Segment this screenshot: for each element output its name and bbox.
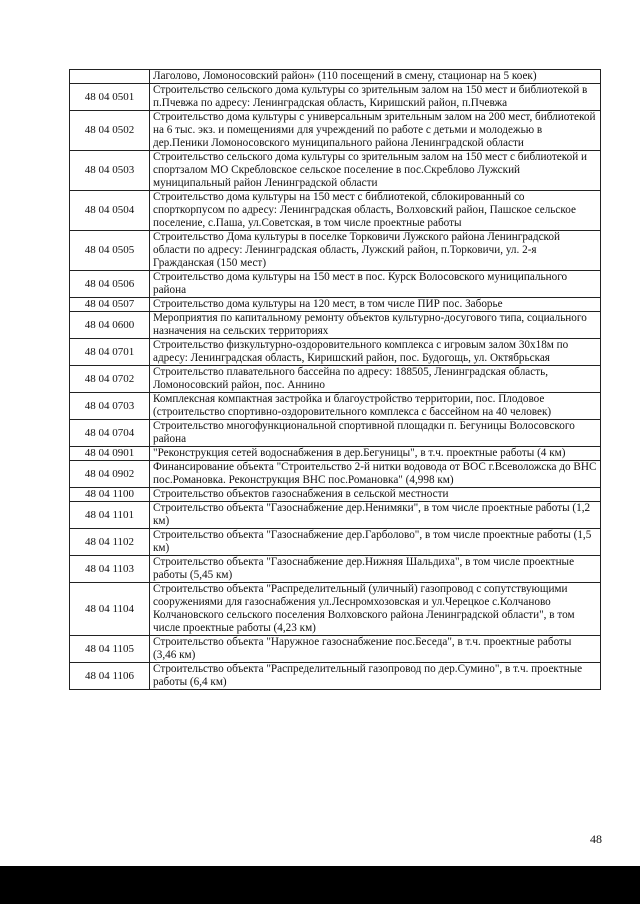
- row-code: 48 04 0704: [70, 420, 150, 447]
- table-row: [70, 461, 601, 488]
- table-row: [70, 151, 601, 191]
- table-row: [70, 663, 601, 690]
- row-code: 48 04 0901: [70, 447, 150, 461]
- row-code: 48 04 1103: [70, 556, 150, 583]
- table-row: [70, 111, 601, 151]
- table-row: [70, 636, 601, 663]
- table-row: [70, 339, 601, 366]
- row-name: Строительство дома культуры на 120 мест, в том числе ПИР пос. Заборье: [150, 298, 601, 312]
- table-row: [70, 84, 601, 111]
- row-name: Строительство дома культуры на 150 мест с библиотекой, сблокированный со спорткорпусом по адресу: Ленинградская область, Волховский район, Пашское сельское поселение, с.Паша, ул.Советская, в том числе проектные работы: [150, 191, 601, 231]
- table-row: [70, 502, 601, 529]
- table-row: [70, 420, 601, 447]
- row-name: Финансирование объекта "Строительство 2-й нитки водовода от ВОС г.Всеволожска до ВНС пос.Романовка. Реконструкция ВНС пос.Романовка" (4,998 км): [150, 461, 601, 488]
- table-row: [70, 312, 601, 339]
- table-row: [70, 393, 601, 420]
- table-row: [70, 298, 601, 312]
- row-name: Строительство объекта "Распределительный (уличный) газопровод с сопутствующими сооружениями для газоснабжения ул.Леснромхозовская и ул.Черецкое с.Колчаново Колчановского сельского поселения Волховского района Ленинградской области", в том числе проектные работы (4,23 км): [150, 583, 601, 636]
- row-name: Строительство объекта "Газоснабжение дер.Ненимяки", в том числе проектные работы (1,2 км): [150, 502, 601, 529]
- row-name: Лаголово, Ломоносовский район» (110 посещений в смену, стационар на 5 коек): [150, 70, 601, 84]
- row-code: 48 04 0502: [70, 111, 150, 151]
- row-code: 48 04 0600: [70, 312, 150, 339]
- budget-codes-table: [69, 69, 601, 690]
- row-code: 48 04 1106: [70, 663, 150, 690]
- row-name: Строительство объекта "Газоснабжение дер.Гарболово", в том числе проектные работы (1,5 км): [150, 529, 601, 556]
- row-code: 48 04 0902: [70, 461, 150, 488]
- row-code: 48 04 0503: [70, 151, 150, 191]
- row-code: 48 04 0701: [70, 339, 150, 366]
- row-name: Строительство сельского дома культуры со зрительным залом на 150 мест с библиотекой и спортзалом МО Скребловское сельское поселение в пос.Скреблово Лужский муниципальный район Ленинградской области: [150, 151, 601, 191]
- row-code: 48 04 1101: [70, 502, 150, 529]
- row-name: Строительство физкультурно-оздоровительного комплекса с игровым залом 30х18м по адресу: Ленинградская область, Киришский район, пос. Будогощь, ул. Октябрьская: [150, 339, 601, 366]
- row-name: Строительство объекта "Наружное газоснабжение пос.Беседа", в т.ч. проектные работы (3,46 км): [150, 636, 601, 663]
- row-code: 48 04 1104: [70, 583, 150, 636]
- row-code: 48 04 0507: [70, 298, 150, 312]
- row-code: 48 04 1100: [70, 488, 150, 502]
- row-name: Строительство плавательного бассейна по адресу: 188505, Ленинградская область, Ломоносовский район, пос. Аннино: [150, 366, 601, 393]
- table-row: [70, 70, 601, 84]
- row-name: Мероприятия по капитальному ремонту объектов культурно-досугового типа, социального назначения на сельских территориях: [150, 312, 601, 339]
- row-name: Строительство объекта "Распределительный газопровод по дер.Сумино", в т.ч. проектные работы (6,4 км): [150, 663, 601, 690]
- table-row: [70, 529, 601, 556]
- table-row: [70, 191, 601, 231]
- page-number: 48: [590, 832, 602, 846]
- row-code: 48 04 0501: [70, 84, 150, 111]
- scan-border-bar: [0, 866, 640, 904]
- row-code: 48 04 0504: [70, 191, 150, 231]
- row-name: "Реконструкция сетей водоснабжения в дер.Бегуницы", в т.ч. проектные работы (4 км): [150, 447, 601, 461]
- row-code: [70, 70, 150, 84]
- row-name: Строительство дома культуры на 150 мест в пос. Курск Волосовского муниципального района: [150, 271, 601, 298]
- table-row: [70, 271, 601, 298]
- row-code: 48 04 1105: [70, 636, 150, 663]
- table-row: [70, 583, 601, 636]
- table-row: [70, 556, 601, 583]
- row-name: Строительство объекта "Газоснабжение дер.Нижняя Шальдиха", в том числе проектные работы (5,45 км): [150, 556, 601, 583]
- row-name: Строительство дома культуры с универсальным зрительным залом на 200 мест, библиотекой на 6 тыс. экз. и помещениями для учреждений по работе с детьми и молодежью в дер.Пеники Ломоносовского муниципального района Ленинградской области: [150, 111, 601, 151]
- table-row: [70, 447, 601, 461]
- row-code: 48 04 0505: [70, 231, 150, 271]
- row-name: Строительство объектов газоснабжения в сельской местности: [150, 488, 601, 502]
- table-row: [70, 366, 601, 393]
- table-row: [70, 231, 601, 271]
- row-code: 48 04 0702: [70, 366, 150, 393]
- row-name: Строительство многофункциональной спортивной площадки п. Бегуницы Волосовского района: [150, 420, 601, 447]
- row-code: 48 04 1102: [70, 529, 150, 556]
- row-name: Строительство Дома культуры в поселке Торковичи Лужского района Ленинградской области по адресу: Ленинградская область, Лужский район, п.Торковичи, ул. 2-я Гражданская (150 мест): [150, 231, 601, 271]
- row-name: Комплексная компактная застройка и благоустройство территории, пос. Плодовое (строительство спортивно-оздоровительного комплекса с бассейном на 40 человек): [150, 393, 601, 420]
- row-code: 48 04 0506: [70, 271, 150, 298]
- table-row: [70, 488, 601, 502]
- row-name: Строительство сельского дома культуры со зрительным залом на 150 мест и библиотекой в п.Пчевжа по адресу: Ленинградская область, Киришский район, п.Пчевжа: [150, 84, 601, 111]
- row-code: 48 04 0703: [70, 393, 150, 420]
